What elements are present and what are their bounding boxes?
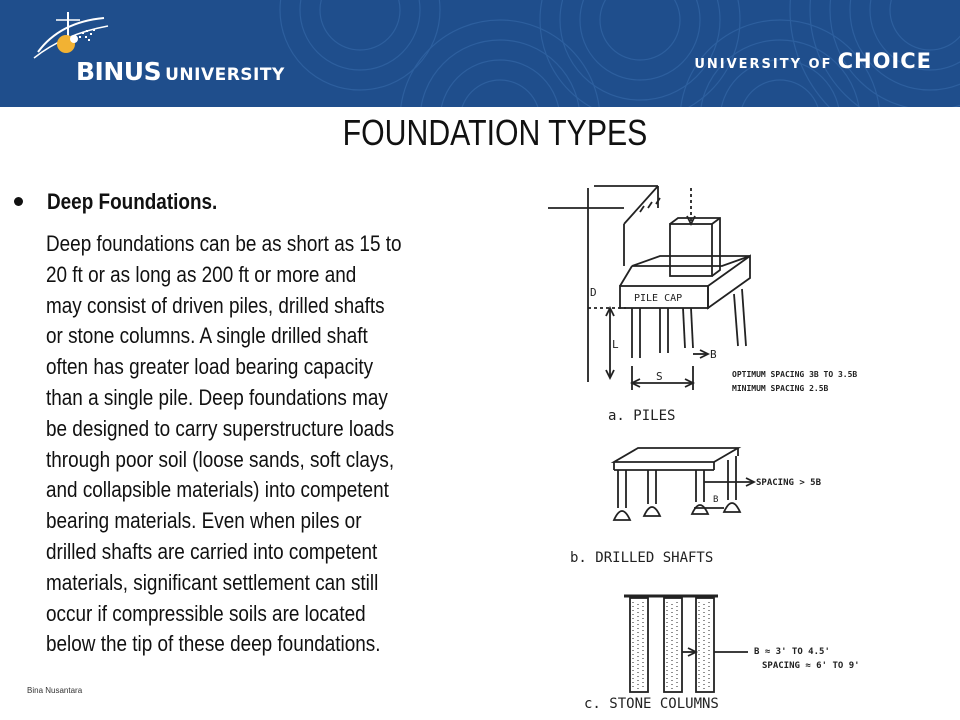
paragraph-line: and collapsible materials) into competent <box>46 477 389 503</box>
paragraph-line: bearing materials. Even when piles or <box>46 508 362 534</box>
bullet-dot-icon <box>14 197 23 206</box>
paragraph-line: or stone columns. A single drilled shaft <box>46 323 368 349</box>
bullet-heading: Deep Foundations. <box>47 189 218 214</box>
paragraph-line: be designed to carry superstructure loads <box>46 415 395 441</box>
stone-columns-diagram <box>624 596 748 692</box>
slide-header <box>0 0 960 107</box>
drilled-shafts-diagram <box>614 448 754 520</box>
piles-caption: a. PILES <box>608 408 676 424</box>
footer-text: Bina Nusantara <box>27 686 83 695</box>
paragraph-line: below the tip of these deep foundations. <box>46 631 381 657</box>
pile-cap-label: PILE CAP <box>634 293 683 304</box>
body-paragraph <box>46 229 493 660</box>
foundation-diagram <box>548 178 938 718</box>
drilled-shafts-caption: b. DRILLED SHAFTS <box>570 550 714 566</box>
paragraph-line: materials, significant settlement can still <box>46 569 379 595</box>
paragraph-line: than a single pile. Deep foundations may <box>46 384 388 410</box>
slide-title: FOUNDATION TYPES <box>342 112 648 153</box>
optimum-spacing-label: OPTIMUM SPACING 3B TO 3.5B <box>732 370 858 379</box>
paragraph-line: occur if compressible soils are located <box>46 600 366 626</box>
drilled-spacing-label: SPACING > 5B <box>756 478 822 488</box>
piles-diagram <box>548 186 750 390</box>
stone-spacing-label: SPACING ≈ 6' TO 9' <box>762 661 860 671</box>
paragraph-line: through poor soil (loose sands, soft clays, <box>46 446 395 472</box>
paragraph-line: may consist of driven piles, drilled shafts <box>46 292 385 318</box>
paragraph-line: often has greater load bearing capacity <box>46 354 374 380</box>
tagline <box>694 49 932 73</box>
logo-name: BINUS <box>76 57 162 86</box>
paragraph-line: 20 ft or as long as 200 ft or more and <box>46 261 357 287</box>
logo-wordmark <box>76 57 285 86</box>
dim-depth-label: D <box>590 286 597 299</box>
minimum-spacing-label: MINIMUM SPACING 2.5B <box>732 384 829 393</box>
dim-spacing-label: S <box>656 370 663 383</box>
paragraph-line: Deep foundations can be as short as 15 to <box>46 231 402 256</box>
dim-width-label: B <box>710 348 717 361</box>
logo-suffix: UNIVERSITY <box>165 65 285 85</box>
tagline-prefix: UNIVERSITY OF <box>694 57 833 72</box>
paragraph-line: drilled shafts are carried into competent <box>46 538 378 564</box>
tagline-emphasis: CHOICE <box>837 49 932 73</box>
stone-width-label: B ≈ 3' TO 4.5' <box>754 647 830 657</box>
stone-columns-caption: c. STONE COLUMNS <box>584 696 719 712</box>
drilled-width-label: B <box>713 495 719 505</box>
dim-length-label: L <box>612 338 619 351</box>
